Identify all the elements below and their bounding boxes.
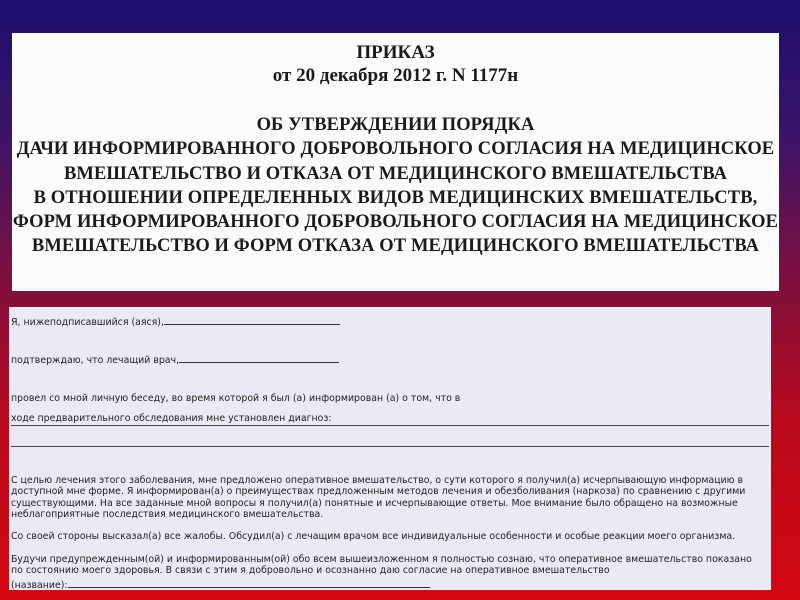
order-header-panel: [12, 33, 779, 291]
order-heading-line: ВМЕШАТЕЛЬСТВО И ФОРМ ОТКАЗА ОТ МЕДИЦИНСКОГО ВМЕШАТЕЛЬСТВА: [31, 236, 760, 257]
diagnosis-blank-line-1[interactable]: [11, 425, 769, 426]
confirm-label: подтверждаю, что лечащий врач,: [11, 355, 180, 366]
order-heading-line: ДАЧИ ИНФОРМИРОВАННОГО ДОБРОВОЛЬНОГО СОГЛАСИЯ НА МЕДИЦИНСКОЕ: [16, 139, 775, 160]
treatment-paragraph: С целью лечения этого заболевания, мне предложено оперативное вмешательство, о сути которого я получил(а) исчерпывающую информацию в доступной мне форме. Я информирован(а) о преимуществах предложенным методов лечения и обезболивания (наркоза) по сравнению с другими существующими. На все заданные мной вопросы я получил(а) понятные и исчерпывающие ответы. Мое внимание было обращено на возможные неблагоприятные последствия медицинского вмешательства.: [11, 475, 746, 521]
diagnosis-label: ходе предварительного обследования мне установлен диагноз:: [11, 413, 332, 424]
confirm-row: [11, 353, 339, 366]
order-title: ПРИКАЗ: [356, 42, 435, 63]
order-heading-line: ВМЕШАТЕЛЬСТВО И ОТКАЗА ОТ МЕДИЦИНСКОГО ВМЕШАТЕЛЬСТВА: [63, 163, 728, 184]
order-date-line: от 20 декабря 2012 г. N 1177н: [272, 65, 519, 86]
undersigned-row: [11, 315, 340, 328]
undersigned-name-blank[interactable]: [164, 315, 340, 325]
doctor-name-blank[interactable]: [179, 353, 339, 363]
complaints-paragraph: Со своей стороны высказал(а) все жалобы. Обсудил(а) с лечащим врачом все индивидуальные особенности и особые реакции моего организма.: [11, 531, 736, 542]
consent-form-panel: [9, 307, 771, 590]
undersigned-label: Я, нижеподписавшийся (аяся),: [11, 317, 164, 328]
intervention-name-blank[interactable]: [68, 578, 430, 588]
order-heading-line: В ОТНОШЕНИИ ОПРЕДЕЛЕННЫХ ВИДОВ МЕДИЦИНСКИХ ВМЕШАТЕЛЬСТВ,: [33, 187, 758, 208]
order-heading-line: ОБ УТВЕРЖДЕНИИ ПОРЯДКА: [256, 115, 535, 135]
order-heading: [12, 113, 779, 259]
order-heading-line: ФОРМ ИНФОРМИРОВАННОГО ДОБРОВОЛЬНОГО СОГЛАСИЯ НА МЕДИЦИНСКОЕ: [12, 212, 779, 233]
diagnosis-blank-line-2[interactable]: [11, 446, 769, 447]
consent-paragraph: Будучи предупрежденным(ой) и информированным(ой) обо всем вышеизложенном я полностью сознаю, что оперативное вмешательство показано по состоянию моего здоровья. В связи с этим я добровольно и осознанно даю согласие на оперативное вмешательство: [11, 554, 752, 577]
intervention-name-row: [11, 578, 430, 590]
conversation-line: провел со мной личную беседу, во время которой я был (а) информирован (а) о том, что в: [11, 393, 461, 404]
intervention-name-label: (название):: [11, 580, 68, 590]
